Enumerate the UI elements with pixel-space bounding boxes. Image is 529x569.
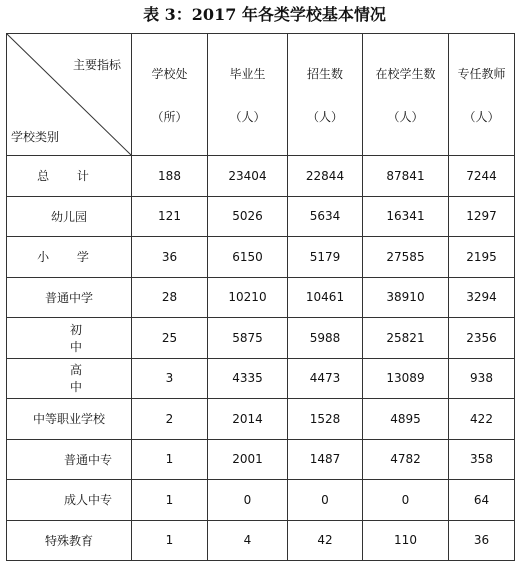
cell-graduates: 10210 xyxy=(208,277,288,318)
cell-enrollment: 0 xyxy=(288,480,363,521)
cell-schools: 2 xyxy=(132,399,208,440)
row-category: 幼儿园 xyxy=(7,196,132,237)
column-header-schools xyxy=(132,34,208,156)
cell-teachers: 2356 xyxy=(449,318,515,359)
corner-header-cell xyxy=(7,34,132,156)
row-category: 总 计 xyxy=(7,156,132,197)
cell-graduates: 0 xyxy=(208,480,288,521)
row-category: 中等职业学校 xyxy=(7,399,132,440)
cell-teachers: 3294 xyxy=(449,277,515,318)
cell-students: 87841 xyxy=(363,156,449,197)
cell-graduates: 23404 xyxy=(208,156,288,197)
corner-bottom-label: 学校类别 xyxy=(11,130,60,144)
cell-schools: 28 xyxy=(132,277,208,318)
cell-teachers: 64 xyxy=(449,480,515,521)
cell-teachers: 938 xyxy=(449,358,515,399)
column-label: 专任教师 xyxy=(457,66,506,81)
cell-enrollment: 22844 xyxy=(288,156,363,197)
cell-enrollment: 42 xyxy=(288,520,363,561)
cell-teachers: 36 xyxy=(449,520,515,561)
cell-schools: 1 xyxy=(132,439,208,480)
cell-students: 4782 xyxy=(363,439,449,480)
table-row-adult-technical xyxy=(7,480,515,521)
table-row-special-education xyxy=(7,520,515,561)
school-stats-table xyxy=(6,33,515,561)
column-unit: （所） xyxy=(151,109,188,124)
column-label: 招生数 xyxy=(306,66,343,81)
column-unit: （人） xyxy=(229,109,266,124)
cell-teachers: 1297 xyxy=(449,196,515,237)
table-row-primary xyxy=(7,237,515,278)
cell-enrollment: 4473 xyxy=(288,358,363,399)
cell-teachers: 422 xyxy=(449,399,515,440)
table-row-technical-school xyxy=(7,439,515,480)
cell-enrollment: 1487 xyxy=(288,439,363,480)
cell-schools: 36 xyxy=(132,237,208,278)
cell-teachers: 7244 xyxy=(449,156,515,197)
table-row-senior-high xyxy=(7,358,515,399)
cell-schools: 188 xyxy=(132,156,208,197)
header-row xyxy=(7,34,515,156)
column-unit: （人） xyxy=(463,109,500,124)
cell-enrollment: 5988 xyxy=(288,318,363,359)
column-unit: （人） xyxy=(387,109,424,124)
row-category: 普通中学 xyxy=(7,277,132,318)
corner-top-label: 主要指标 xyxy=(72,58,121,72)
row-category: 小 学 xyxy=(7,237,132,278)
cell-graduates: 5875 xyxy=(208,318,288,359)
cell-graduates: 2001 xyxy=(208,439,288,480)
column-unit: （人） xyxy=(306,109,343,124)
cell-students: 16341 xyxy=(363,196,449,237)
cell-teachers: 2195 xyxy=(449,237,515,278)
column-header-enrollment xyxy=(288,34,363,156)
column-header-graduates xyxy=(208,34,288,156)
cell-enrollment: 1528 xyxy=(288,399,363,440)
table-title: 表 3：2017 年各类学校基本情况 xyxy=(143,5,386,24)
cell-graduates: 4335 xyxy=(208,358,288,399)
column-label: 学校处 xyxy=(151,66,188,81)
cell-enrollment: 5179 xyxy=(288,237,363,278)
cell-students: 0 xyxy=(363,480,449,521)
cell-students: 38910 xyxy=(363,277,449,318)
row-category: 成人中专 xyxy=(7,480,132,521)
cell-graduates: 6150 xyxy=(208,237,288,278)
table-row-junior-high xyxy=(7,318,515,359)
column-header-students xyxy=(363,34,449,156)
table-row-total xyxy=(7,156,515,197)
cell-schools: 1 xyxy=(132,520,208,561)
cell-students: 27585 xyxy=(363,237,449,278)
cell-graduates: 5026 xyxy=(208,196,288,237)
cell-graduates: 2014 xyxy=(208,399,288,440)
cell-graduates: 4 xyxy=(208,520,288,561)
cell-enrollment: 10461 xyxy=(288,277,363,318)
column-header-teachers xyxy=(449,34,515,156)
row-category: 特殊教育 xyxy=(7,520,132,561)
column-label: 毕业生 xyxy=(229,66,266,81)
cell-schools: 1 xyxy=(132,480,208,521)
cell-students: 110 xyxy=(363,520,449,561)
table-row-secondary xyxy=(7,277,515,318)
row-category: 高 中 xyxy=(7,358,132,399)
row-category: 普通中专 xyxy=(7,439,132,480)
cell-schools: 121 xyxy=(132,196,208,237)
table-row-kindergarten xyxy=(7,196,515,237)
row-category: 初 中 xyxy=(7,318,132,359)
cell-students: 13089 xyxy=(363,358,449,399)
cell-teachers: 358 xyxy=(449,439,515,480)
table-row-vocational xyxy=(7,399,515,440)
column-label: 在校学生数 xyxy=(375,66,436,81)
cell-schools: 25 xyxy=(132,318,208,359)
cell-students: 25821 xyxy=(363,318,449,359)
cell-enrollment: 5634 xyxy=(288,196,363,237)
cell-schools: 3 xyxy=(132,358,208,399)
cell-students: 4895 xyxy=(363,399,449,440)
